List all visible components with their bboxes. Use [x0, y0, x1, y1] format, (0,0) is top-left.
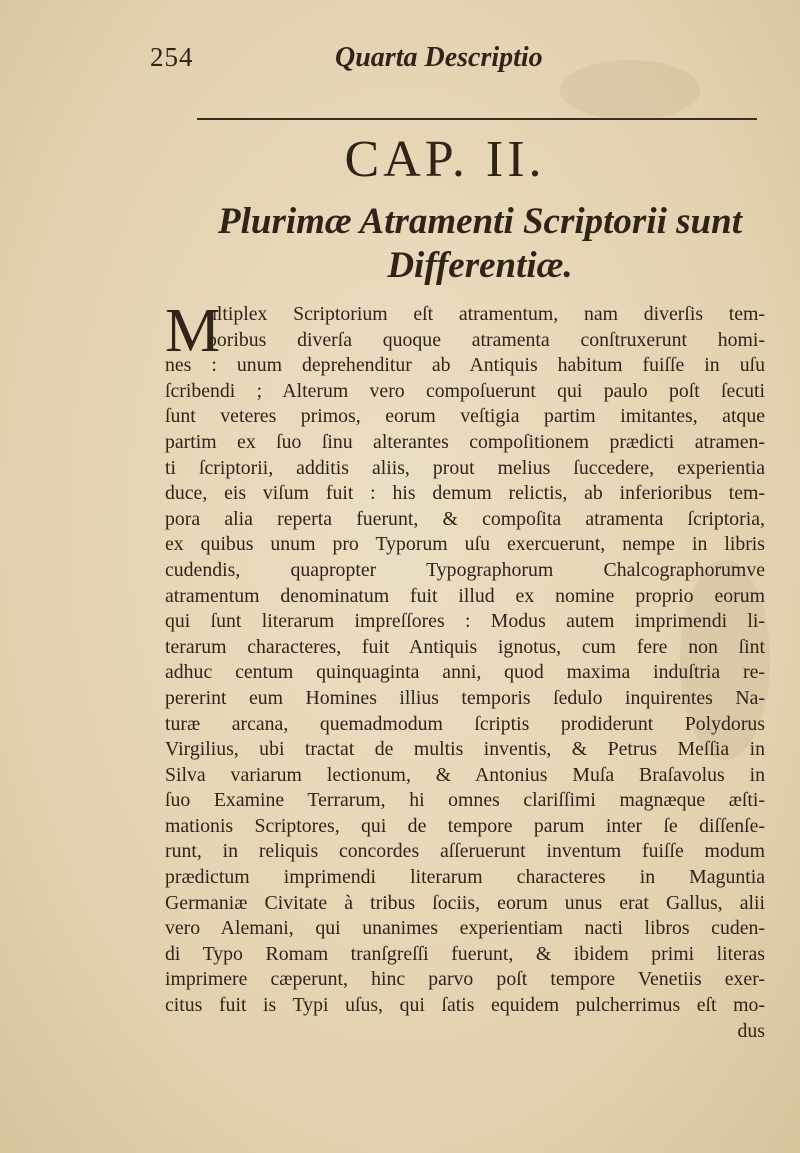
text-line: Virgilius, ubi tractat de multis inventis, & Petrus Meſſia in: [165, 738, 765, 761]
text-line: poribus diverſa quoque atramenta conſtruxerunt homi-: [207, 328, 765, 351]
text-line: nes : unum deprehenditur ab Antiquis habitum fuiſſe in uſu: [165, 354, 765, 377]
chapter-title-line-1: Plurimæ Atramenti Scriptorii sunt: [218, 201, 742, 242]
text-line: ultiplex Scriptorium eſt atramentum, nam diverſis tem-: [207, 303, 765, 325]
text-line: citus fuit is Typi uſus, qui ſatis equidem pulcherrimus eſt mo-: [165, 994, 765, 1017]
text-line: imprimere cæperunt, hinc parvo poſt tempore Venetiis exer-: [165, 968, 765, 991]
text-line: Germaniæ Civitate à tribus ſociis, eorum unus erat Gallus, alii: [165, 891, 765, 914]
text-line: turæ arcana, quemadmodum ſcriptis prodiderunt Polydorus: [165, 712, 765, 735]
text-line: partim ex ſuo ſinu alterantes compoſitionem prædicti atramen-: [165, 430, 765, 453]
text-line: duce, eis viſum fuit : his demum relictis, ab inferioribus tem-: [165, 482, 765, 505]
running-title: Quarta Descriptio: [335, 42, 543, 73]
text-line: ex quibus unum pro Typorum uſu exercuerunt, nempe in libris: [165, 533, 765, 556]
text-line: cudendis, quapropter Typographorum Chalcographorumve: [165, 558, 765, 581]
text-line: prædictum imprimendi literarum characteres in Maguntia: [165, 866, 765, 889]
text-line: terarum characteres, fuit Antiquis ignotus, cum fere non ſint: [165, 635, 765, 658]
text-line: ſuo Examine Terrarum, hi omnes clariſſimi magnæque æſti-: [165, 789, 765, 812]
chapter-title-line-2: Differentiæ.: [387, 245, 573, 286]
body-text: [165, 297, 765, 1044]
page-header: [150, 42, 670, 86]
text-line: ſcribendi ; Alterum vero compoſuerunt qui paulo poſt ſecuti: [165, 379, 765, 402]
text-line: pora alia reperta fuerunt, & compoſita atramenta ſcriptoria,: [165, 507, 765, 530]
text-line: runt, in reliquis concordes aſſeruerunt inventum fuiſſe modum: [165, 840, 765, 863]
header-rule: [197, 118, 757, 120]
text-line: vero Alemani, qui unanimes experientiam nacti libros cuden-: [165, 917, 765, 940]
text-line: qui ſunt literarum impreſſores : Modus autem imprimendi li-: [165, 610, 765, 633]
page-number: 254: [150, 42, 194, 72]
text-line: atramentum denominatum fuit illud ex nomine proprio eorum: [165, 584, 765, 607]
text-line: di Typo Romam tranſgreſſi fuerunt, & ibidem primi literas: [165, 942, 765, 965]
text-line: mationis Scriptores, qui de tempore parum inter ſe diſſenſe-: [165, 814, 765, 837]
catchword: dus: [737, 1019, 765, 1042]
text-line: pererint eum Homines illius temporis ſedulo inquirentes Na-: [165, 686, 765, 709]
text-line: adhuc centum quinquaginta anni, quod maxima induſtria re-: [165, 661, 765, 684]
text-line: Silva variarum lectionum, & Antonius Muſa Braſavolus in: [165, 763, 765, 786]
text-line: ſunt veteres primos, eorum veſtigia partim imitantes, atque: [165, 405, 765, 428]
text-line: ti ſcriptorii, additis aliis, prout melius ſuccedere, experientia: [165, 456, 765, 479]
chapter-heading: CAP. II.: [344, 131, 546, 188]
drop-cap: M: [165, 297, 221, 365]
